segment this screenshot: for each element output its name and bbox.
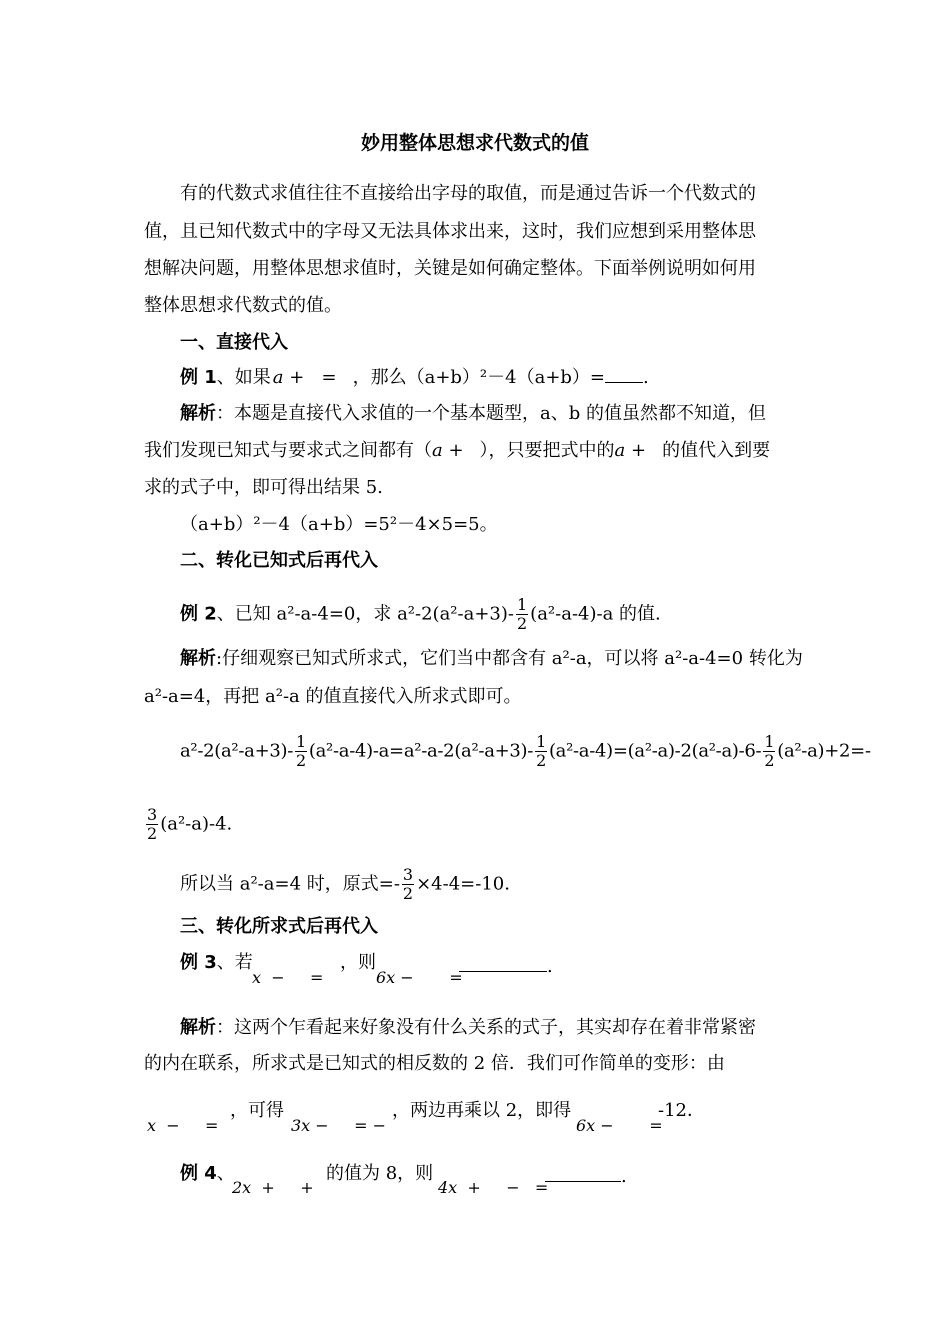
example-1: 例 1、如果 a + = ，那么（a+b）²－4（a+b）= . — [180, 364, 649, 390]
example-3-question: 6x − = — [376, 968, 463, 987]
analysis-3-label: 解析 — [180, 1017, 216, 1038]
intro-line-2: 值，且已知代数式中的字母又无法具体求出来，这时，我们应想到采用整体思 — [144, 221, 756, 242]
analysis-2-line-1 — [180, 647, 803, 671]
analysis-1-line-2 — [144, 439, 770, 463]
example-1-text: 、如果 — [216, 367, 271, 388]
calculation-2-line-2 — [144, 806, 232, 843]
transform-text-a: ，可得 — [230, 1100, 284, 1121]
analysis-3-line-2: 的内在联系，所求式是已知式的相反数的 2 倍．我们可作简单的变形：由 — [144, 1053, 725, 1074]
fraction-numerator: 1 — [764, 732, 775, 751]
analysis-2-text: :仔细观察已知式所求式，它们当中都含有 a²-a，可以将 a²-a-4=0 转化为 — [216, 648, 803, 669]
analysis-1-label: 解析 — [180, 403, 216, 424]
transform-a: x − = — [147, 1116, 219, 1135]
example-3-label: 例 3 — [180, 952, 217, 973]
example-1-question: ，那么（a+b）²－4（a+b）= — [352, 367, 606, 388]
fraction-three-halves — [402, 866, 414, 903]
analysis-3-text: ：这两个乍看起来好象没有什么关系的式子，其实却存在着非常紧密 — [216, 1017, 756, 1038]
example-3-label-row — [180, 951, 253, 975]
page-title: 妙用整体思想求代数式的值 — [360, 132, 589, 154]
analysis-1-text-a: 我们发现已知式与要求式之间都有（ — [144, 440, 432, 461]
section-2-heading: 二、转化已知式后再代入 — [180, 550, 378, 571]
expr-a-plus-2: a + — [614, 440, 647, 461]
calculation-1: （a+b）²－4（a+b）=5²－4×5=5。 — [180, 514, 498, 535]
example-3-text: 、若 — [216, 952, 253, 973]
calc-part-b: (a²-a-4)-a=a²-a-2(a²-a+3)- — [308, 740, 534, 762]
example-4-condition: 2x + + — [232, 1178, 314, 1197]
example-2 — [180, 596, 661, 633]
fraction-one-half — [763, 733, 775, 770]
fraction-three-halves — [146, 806, 158, 843]
example-3-blank: . — [459, 953, 553, 979]
conclusion-2 — [180, 866, 510, 903]
fraction-numerator: 1 — [296, 732, 306, 751]
example-4-mid: 的值为 8，则 — [326, 1163, 434, 1184]
fraction-numerator: 1 — [516, 595, 528, 614]
section-1-heading: 一、直接代入 — [180, 332, 288, 353]
analysis-1-line-1 — [180, 402, 766, 426]
fraction-denominator: 2 — [147, 824, 158, 843]
example-3-mid: ，则 — [340, 952, 376, 973]
transform-text-c: -12． — [658, 1100, 705, 1121]
fraction-denominator: 2 — [516, 614, 528, 633]
calc-part-d: (a²-a)+2=- — [777, 740, 871, 762]
answer-blank — [459, 953, 547, 972]
example-4-text: 、 — [216, 1163, 235, 1184]
section-3-heading: 三、转化所求式后再代入 — [180, 916, 378, 937]
calc-part-a: a²-2(a²-a+3)- — [180, 740, 294, 762]
analysis-1-line-3: 求的式子中，即可得出结果 5. — [144, 477, 383, 498]
intro-line-1: 有的代数式求值往往不直接给出字母的取值，而是通过告诉一个代数式的 — [180, 183, 756, 204]
fraction-denominator: 2 — [402, 884, 414, 903]
fraction-denominator: 2 — [296, 751, 306, 770]
example-4-blank: . — [545, 1163, 627, 1189]
example-4-question: 4x + − = — [438, 1178, 549, 1197]
fraction-one-half — [516, 596, 528, 633]
fraction-denominator: 2 — [764, 751, 775, 770]
expr-a-plus: a + — [432, 440, 464, 461]
conclusion-text-a: 所以当 a²-a=4 时，原式=- — [180, 873, 400, 895]
analysis-2-label: 解析 — [180, 648, 216, 669]
fraction-numerator: 3 — [402, 865, 414, 884]
analysis-1-text: ：本题是直接代入求值的一个基本题型，a、b 的值虽然都不知道，但 — [216, 403, 766, 424]
analysis-1-text-c: ），只要把式中的 — [479, 440, 615, 461]
calc-part-c: (a²-a-4)=(a²-a)-2(a²-a)-6- — [548, 740, 762, 762]
transform-text-b: ，两边再乘以 2，即得 — [392, 1100, 572, 1121]
fraction-one-half — [295, 733, 307, 770]
example-4-label: 例 4 — [180, 1163, 217, 1184]
fraction-denominator: 2 — [536, 751, 546, 770]
intro-line-4: 整体思想求代数式的值。 — [144, 295, 342, 316]
analysis-2-line-2: a²-a=4，再把 a²-a 的值直接代入所求式即可。 — [144, 686, 522, 707]
conclusion-text-b: ×4-4=-10. — [416, 873, 510, 895]
example-1-condition: a + = — [272, 367, 337, 388]
example-2-text-b: (a²-a-4)-a 的值. — [530, 603, 661, 625]
example-2-label: 例 2 — [180, 603, 217, 625]
calc-result: (a²-a)-4. — [160, 813, 233, 835]
answer-blank — [545, 1163, 621, 1182]
fraction-numerator: 3 — [147, 805, 158, 824]
example-3-condition: x − = — [252, 968, 324, 987]
example-2-text-a: 、已知 a²-a-4=0，求 a²-2(a²-a+3)- — [216, 603, 514, 625]
example-1-label: 例 1 — [180, 367, 217, 388]
intro-line-3: 想解决问题，用整体思想求值时，关键是如何确定整体。下面举例说明如何用 — [144, 258, 756, 279]
transform-c: 6x − = — [576, 1116, 663, 1135]
analysis-1-text-e: 的值代入到要 — [662, 440, 771, 461]
fraction-one-half — [535, 733, 547, 770]
fraction-numerator: 1 — [536, 732, 546, 751]
analysis-3-line-1 — [180, 1016, 756, 1040]
transform-b: 3x − = − — [291, 1116, 387, 1135]
answer-blank — [605, 364, 643, 383]
calculation-2-line-1 — [180, 733, 871, 770]
example-4-label-row — [180, 1162, 235, 1186]
